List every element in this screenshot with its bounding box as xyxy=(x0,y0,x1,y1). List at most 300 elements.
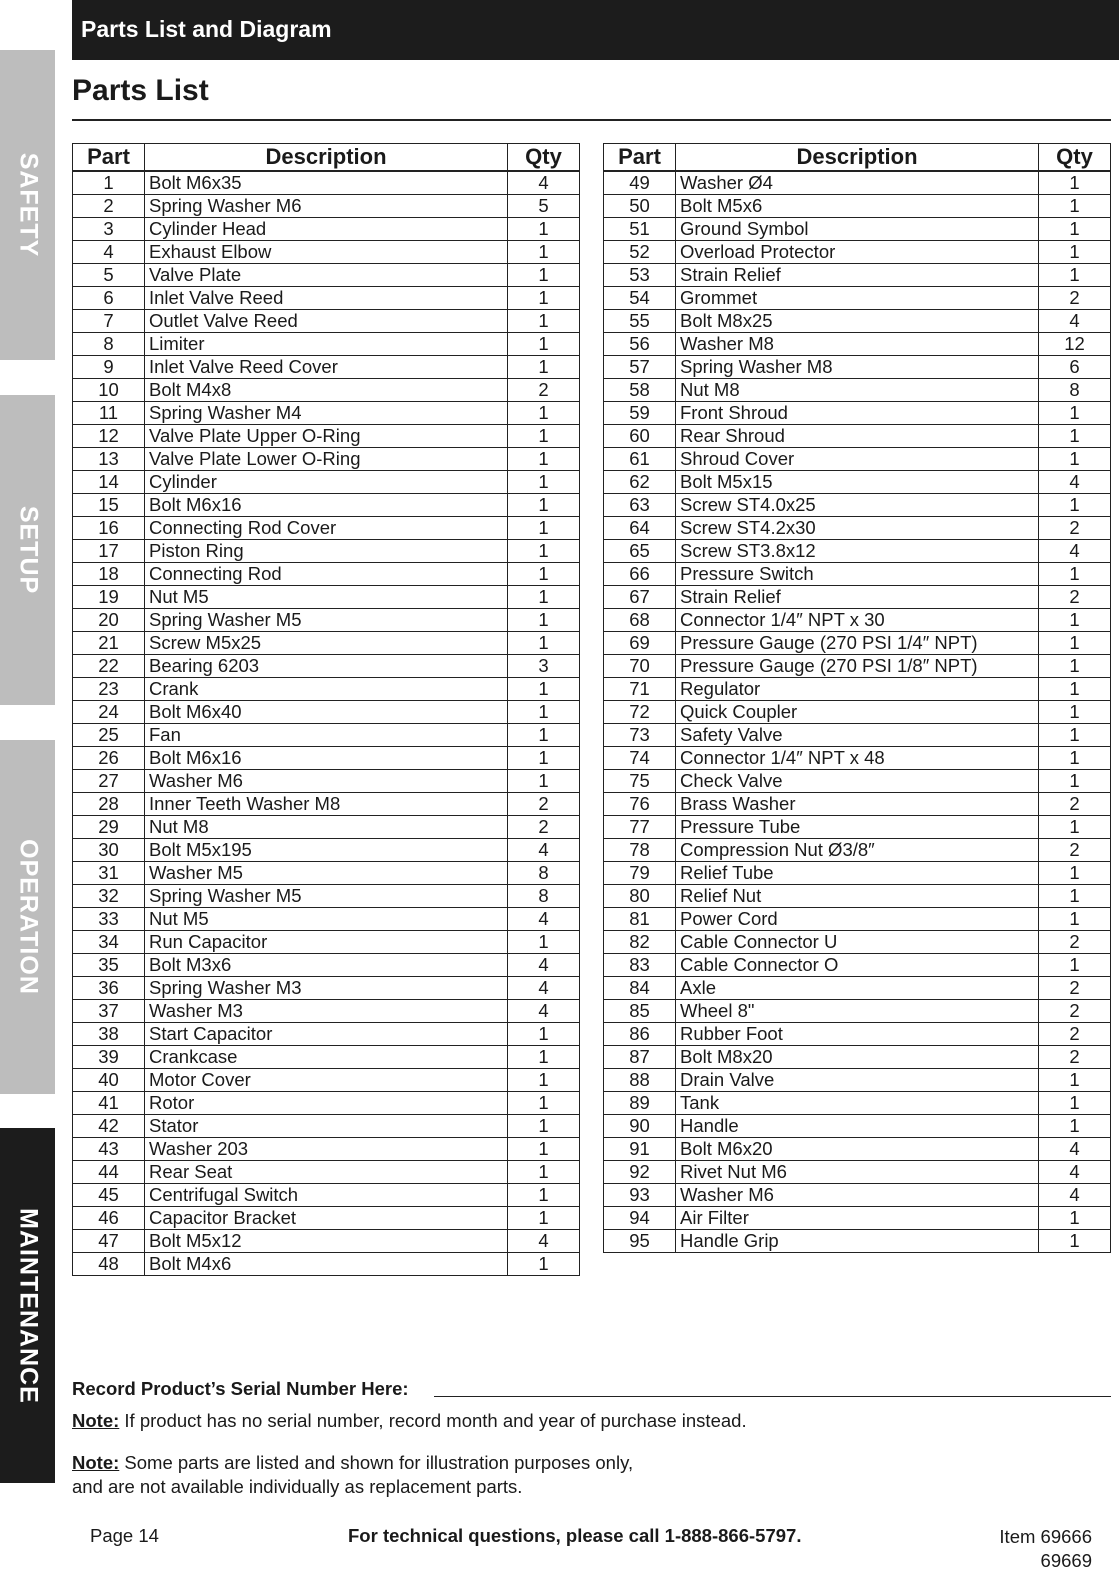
part-description: Ground Symbol xyxy=(676,218,1039,241)
table-row xyxy=(73,1046,580,1069)
part-number: 87 xyxy=(604,1046,676,1069)
table-row xyxy=(73,862,580,885)
part-qty: 1 xyxy=(1039,885,1111,908)
table-row xyxy=(73,1000,580,1023)
table-row xyxy=(604,1161,1111,1184)
table-row xyxy=(604,908,1111,931)
part-description: Pressure Gauge (270 PSI 1/8″ NPT) xyxy=(676,655,1039,678)
part-qty: 1 xyxy=(1039,701,1111,724)
part-description: Tank xyxy=(676,1092,1039,1115)
part-number: 64 xyxy=(604,517,676,540)
part-qty: 1 xyxy=(508,310,580,333)
part-qty: 1 xyxy=(508,333,580,356)
part-number: 16 xyxy=(73,517,145,540)
part-number: 66 xyxy=(604,563,676,586)
part-description: Washer M6 xyxy=(676,1184,1039,1207)
part-number: 23 xyxy=(73,678,145,701)
part-qty: 1 xyxy=(1039,632,1111,655)
part-description: Drain Valve xyxy=(676,1069,1039,1092)
part-number: 7 xyxy=(73,310,145,333)
part-number: 74 xyxy=(604,747,676,770)
table-row xyxy=(604,586,1111,609)
part-qty: 8 xyxy=(1039,379,1111,402)
part-description: Cylinder Head xyxy=(145,218,508,241)
part-description: Inlet Valve Reed Cover xyxy=(145,356,508,379)
part-number: 13 xyxy=(73,448,145,471)
part-description: Bearing 6203 xyxy=(145,655,508,678)
table-row xyxy=(604,724,1111,747)
table-row xyxy=(73,885,580,908)
table-row xyxy=(604,678,1111,701)
table-row xyxy=(604,885,1111,908)
part-description: Washer M3 xyxy=(145,1000,508,1023)
part-description: Connector 1/4″ NPT x 30 xyxy=(676,609,1039,632)
part-qty: 2 xyxy=(1039,287,1111,310)
table-row xyxy=(604,448,1111,471)
item-number-line1: Item 69666 xyxy=(999,1526,1092,1547)
part-qty: 1 xyxy=(1039,402,1111,425)
table-row xyxy=(73,839,580,862)
part-description: Capacitor Bracket xyxy=(145,1207,508,1230)
part-number: 82 xyxy=(604,931,676,954)
part-description: Bolt M4x6 xyxy=(145,1253,508,1276)
table-row xyxy=(604,218,1111,241)
part-description: Washer M8 xyxy=(676,333,1039,356)
table-row xyxy=(73,241,580,264)
part-qty: 2 xyxy=(1039,977,1111,1000)
part-number: 53 xyxy=(604,264,676,287)
part-qty: 1 xyxy=(508,1253,580,1276)
part-number: 11 xyxy=(73,402,145,425)
table-row xyxy=(604,862,1111,885)
table-row xyxy=(73,264,580,287)
part-description: Quick Coupler xyxy=(676,701,1039,724)
part-description: Pressure Gauge (270 PSI 1/4″ NPT) xyxy=(676,632,1039,655)
part-number: 40 xyxy=(73,1069,145,1092)
table-row xyxy=(604,1230,1111,1253)
part-description: Piston Ring xyxy=(145,540,508,563)
part-description: Handle Grip xyxy=(676,1230,1039,1253)
part-qty: 1 xyxy=(1039,1230,1111,1253)
table-row xyxy=(604,356,1111,379)
part-qty: 2 xyxy=(508,816,580,839)
table-row xyxy=(73,586,580,609)
part-qty: 1 xyxy=(508,218,580,241)
part-number: 8 xyxy=(73,333,145,356)
note-label: Note: xyxy=(72,1410,120,1431)
part-description: Connector 1/4″ NPT x 48 xyxy=(676,747,1039,770)
part-description: Fan xyxy=(145,724,508,747)
part-description: Crankcase xyxy=(145,1046,508,1069)
table-row xyxy=(73,1138,580,1161)
part-qty: 1 xyxy=(1039,862,1111,885)
side-tab-operation[interactable] xyxy=(0,740,55,1094)
part-qty: 1 xyxy=(508,517,580,540)
part-qty: 1 xyxy=(508,1046,580,1069)
part-number: 91 xyxy=(604,1138,676,1161)
item-number xyxy=(992,1525,1092,1573)
part-qty: 5 xyxy=(508,195,580,218)
part-qty: 4 xyxy=(1039,540,1111,563)
table-row xyxy=(604,977,1111,1000)
item-number-line2: 69669 xyxy=(1040,1550,1092,1571)
part-number: 67 xyxy=(604,586,676,609)
part-qty: 4 xyxy=(508,839,580,862)
col-header-qty: Qty xyxy=(508,144,580,172)
part-qty: 4 xyxy=(508,171,580,195)
col-header-description: Description xyxy=(676,144,1039,172)
part-qty: 1 xyxy=(1039,1092,1111,1115)
part-description: Motor Cover xyxy=(145,1069,508,1092)
part-qty: 4 xyxy=(1039,1161,1111,1184)
table-row xyxy=(73,908,580,931)
part-number: 38 xyxy=(73,1023,145,1046)
part-number: 26 xyxy=(73,747,145,770)
table-row xyxy=(604,264,1111,287)
table-row xyxy=(73,770,580,793)
serial-number-line[interactable] xyxy=(434,1396,1111,1397)
part-qty: 1 xyxy=(508,724,580,747)
part-qty: 1 xyxy=(1039,609,1111,632)
part-description: Bolt M5x12 xyxy=(145,1230,508,1253)
header-bar xyxy=(72,0,1119,60)
part-qty: 1 xyxy=(1039,724,1111,747)
part-qty: 1 xyxy=(508,1184,580,1207)
part-qty: 1 xyxy=(1039,816,1111,839)
part-number: 42 xyxy=(73,1115,145,1138)
table-row xyxy=(73,471,580,494)
part-qty: 1 xyxy=(508,1207,580,1230)
part-qty: 2 xyxy=(1039,793,1111,816)
part-description: Safety Valve xyxy=(676,724,1039,747)
part-number: 30 xyxy=(73,839,145,862)
part-description: Stator xyxy=(145,1115,508,1138)
table-row xyxy=(73,1115,580,1138)
part-number: 25 xyxy=(73,724,145,747)
part-number: 6 xyxy=(73,287,145,310)
table-row xyxy=(73,655,580,678)
part-description: Overload Protector xyxy=(676,241,1039,264)
part-description: Rear Shroud xyxy=(676,425,1039,448)
part-number: 65 xyxy=(604,540,676,563)
part-number: 34 xyxy=(73,931,145,954)
part-description: Screw M5x25 xyxy=(145,632,508,655)
part-qty: 1 xyxy=(508,1092,580,1115)
part-qty: 12 xyxy=(1039,333,1111,356)
part-qty: 1 xyxy=(508,471,580,494)
part-number: 19 xyxy=(73,586,145,609)
part-number: 3 xyxy=(73,218,145,241)
table-row xyxy=(604,379,1111,402)
part-number: 63 xyxy=(604,494,676,517)
part-description: Cable Connector U xyxy=(676,931,1039,954)
part-qty: 2 xyxy=(1039,931,1111,954)
part-number: 24 xyxy=(73,701,145,724)
table-row xyxy=(604,333,1111,356)
part-description: Connecting Rod xyxy=(145,563,508,586)
part-number: 73 xyxy=(604,724,676,747)
note-text-line1: Some parts are listed and shown for illustration purposes only, xyxy=(119,1452,634,1473)
part-qty: 1 xyxy=(1039,425,1111,448)
note-illustration xyxy=(72,1451,633,1499)
table-row xyxy=(604,770,1111,793)
table-row xyxy=(73,195,580,218)
part-description: Spring Washer M5 xyxy=(145,609,508,632)
part-number: 37 xyxy=(73,1000,145,1023)
part-qty: 8 xyxy=(508,862,580,885)
header-title: Parts List and Diagram xyxy=(81,16,332,42)
part-number: 35 xyxy=(73,954,145,977)
part-description: Shroud Cover xyxy=(676,448,1039,471)
part-qty: 1 xyxy=(1039,908,1111,931)
part-description: Bolt M5x6 xyxy=(676,195,1039,218)
serial-number-label: Record Product’s Serial Number Here: xyxy=(72,1378,409,1399)
part-qty: 1 xyxy=(508,632,580,655)
part-number: 28 xyxy=(73,793,145,816)
table-row xyxy=(604,540,1111,563)
table-row xyxy=(604,793,1111,816)
part-number: 46 xyxy=(73,1207,145,1230)
table-row xyxy=(604,287,1111,310)
col-header-part: Part xyxy=(73,144,145,172)
part-qty: 4 xyxy=(508,908,580,931)
part-qty: 1 xyxy=(1039,1115,1111,1138)
table-row xyxy=(73,425,580,448)
table-row xyxy=(73,701,580,724)
table-row xyxy=(73,977,580,1000)
part-number: 78 xyxy=(604,839,676,862)
part-qty: 1 xyxy=(508,747,580,770)
table-row xyxy=(73,678,580,701)
part-description: Bolt M6x35 xyxy=(145,171,508,195)
part-number: 51 xyxy=(604,218,676,241)
part-description: Start Capacitor xyxy=(145,1023,508,1046)
part-qty: 1 xyxy=(508,356,580,379)
part-number: 36 xyxy=(73,977,145,1000)
part-description: Screw ST3.8x12 xyxy=(676,540,1039,563)
part-qty: 1 xyxy=(1039,678,1111,701)
part-number: 27 xyxy=(73,770,145,793)
part-number: 92 xyxy=(604,1161,676,1184)
part-number: 93 xyxy=(604,1184,676,1207)
table-row xyxy=(604,471,1111,494)
note-text-line2: and are not available individually as replacement parts. xyxy=(72,1476,523,1497)
part-number: 31 xyxy=(73,862,145,885)
part-description: Strain Relief xyxy=(676,586,1039,609)
part-qty: 4 xyxy=(508,954,580,977)
part-number: 75 xyxy=(604,770,676,793)
part-number: 2 xyxy=(73,195,145,218)
table-row xyxy=(604,310,1111,333)
part-qty: 8 xyxy=(508,885,580,908)
part-description: Washer M6 xyxy=(145,770,508,793)
part-description: Spring Washer M6 xyxy=(145,195,508,218)
part-description: Bolt M6x20 xyxy=(676,1138,1039,1161)
part-description: Inlet Valve Reed xyxy=(145,287,508,310)
table-row xyxy=(73,931,580,954)
part-qty: 1 xyxy=(508,1138,580,1161)
page-number: Page 14 xyxy=(90,1525,159,1546)
part-qty: 1 xyxy=(1039,241,1111,264)
part-qty: 1 xyxy=(508,287,580,310)
part-description: Bolt M3x6 xyxy=(145,954,508,977)
part-qty: 1 xyxy=(508,264,580,287)
part-description: Nut M8 xyxy=(676,379,1039,402)
table-row xyxy=(73,171,580,195)
part-qty: 1 xyxy=(508,540,580,563)
part-number: 50 xyxy=(604,195,676,218)
part-number: 39 xyxy=(73,1046,145,1069)
table-row xyxy=(604,747,1111,770)
part-qty: 2 xyxy=(1039,517,1111,540)
part-number: 9 xyxy=(73,356,145,379)
table-row xyxy=(73,1069,580,1092)
part-qty: 1 xyxy=(508,1069,580,1092)
part-qty: 1 xyxy=(508,586,580,609)
table-row xyxy=(604,494,1111,517)
part-number: 10 xyxy=(73,379,145,402)
table-row xyxy=(604,1046,1111,1069)
part-description: Bolt M8x25 xyxy=(676,310,1039,333)
part-number: 86 xyxy=(604,1023,676,1046)
part-number: 71 xyxy=(604,678,676,701)
part-qty: 1 xyxy=(1039,195,1111,218)
part-description: Rivet Nut M6 xyxy=(676,1161,1039,1184)
side-tab-label: OPERATION xyxy=(14,839,42,995)
table-row xyxy=(604,1115,1111,1138)
part-number: 22 xyxy=(73,655,145,678)
table-row xyxy=(73,793,580,816)
note-text: If product has no serial number, record month and year of purchase instead. xyxy=(119,1410,747,1431)
part-description: Valve Plate xyxy=(145,264,508,287)
part-description: Washer Ø4 xyxy=(676,171,1039,195)
part-description: Brass Washer xyxy=(676,793,1039,816)
table-row xyxy=(73,494,580,517)
table-row xyxy=(73,379,580,402)
part-number: 83 xyxy=(604,954,676,977)
part-qty: 4 xyxy=(508,1230,580,1253)
part-description: Regulator xyxy=(676,678,1039,701)
note-label: Note: xyxy=(72,1452,120,1473)
part-description: Rotor xyxy=(145,1092,508,1115)
part-qty: 1 xyxy=(1039,655,1111,678)
part-description: Strain Relief xyxy=(676,264,1039,287)
part-number: 57 xyxy=(604,356,676,379)
section-title: Parts List xyxy=(72,74,209,107)
part-number: 33 xyxy=(73,908,145,931)
part-description: Cylinder xyxy=(145,471,508,494)
part-description: Grommet xyxy=(676,287,1039,310)
table-row xyxy=(604,1092,1111,1115)
part-number: 1 xyxy=(73,171,145,195)
part-description: Nut M5 xyxy=(145,908,508,931)
part-number: 5 xyxy=(73,264,145,287)
side-tab-setup[interactable] xyxy=(0,395,55,705)
tech-support-line: For technical questions, please call 1-888-866-5797. xyxy=(348,1525,802,1546)
table-row xyxy=(73,1253,580,1276)
part-description: Bolt M8x20 xyxy=(676,1046,1039,1069)
part-description: Inner Teeth Washer M8 xyxy=(145,793,508,816)
part-description: Rubber Foot xyxy=(676,1023,1039,1046)
part-number: 80 xyxy=(604,885,676,908)
part-qty: 4 xyxy=(508,977,580,1000)
part-number: 95 xyxy=(604,1230,676,1253)
part-number: 60 xyxy=(604,425,676,448)
table-row xyxy=(73,356,580,379)
part-qty: 4 xyxy=(508,1000,580,1023)
part-number: 76 xyxy=(604,793,676,816)
part-number: 55 xyxy=(604,310,676,333)
table-row xyxy=(73,1092,580,1115)
table-row xyxy=(73,954,580,977)
table-row xyxy=(73,609,580,632)
table-row xyxy=(604,1138,1111,1161)
side-tab-safety[interactable] xyxy=(0,50,55,360)
table-row xyxy=(73,287,580,310)
side-tab-label: SAFETY xyxy=(14,152,42,258)
part-description: Bolt M4x8 xyxy=(145,379,508,402)
part-description: Screw ST4.2x30 xyxy=(676,517,1039,540)
table-row xyxy=(604,195,1111,218)
part-qty: 1 xyxy=(508,241,580,264)
part-description: Spring Washer M3 xyxy=(145,977,508,1000)
side-tab-label: MAINTENANCE xyxy=(14,1207,42,1404)
part-description: Front Shroud xyxy=(676,402,1039,425)
part-number: 49 xyxy=(604,171,676,195)
part-number: 61 xyxy=(604,448,676,471)
table-row xyxy=(73,816,580,839)
table-row xyxy=(73,1207,580,1230)
part-number: 48 xyxy=(73,1253,145,1276)
table-row xyxy=(73,218,580,241)
table-row xyxy=(73,310,580,333)
table-row xyxy=(73,1230,580,1253)
part-qty: 1 xyxy=(1039,770,1111,793)
part-description: Bolt M6x40 xyxy=(145,701,508,724)
part-number: 52 xyxy=(604,241,676,264)
side-tab-maintenance[interactable] xyxy=(0,1128,55,1483)
part-number: 44 xyxy=(73,1161,145,1184)
part-qty: 1 xyxy=(1039,448,1111,471)
table-row xyxy=(604,1023,1111,1046)
part-description: Connecting Rod Cover xyxy=(145,517,508,540)
side-tab-label: SETUP xyxy=(14,505,42,595)
part-description: Crank xyxy=(145,678,508,701)
part-description: Washer 203 xyxy=(145,1138,508,1161)
part-description: Pressure Switch xyxy=(676,563,1039,586)
part-qty: 1 xyxy=(1039,1207,1111,1230)
part-description: Spring Washer M8 xyxy=(676,356,1039,379)
part-qty: 1 xyxy=(508,563,580,586)
col-header-qty: Qty xyxy=(1039,144,1111,172)
part-number: 32 xyxy=(73,885,145,908)
part-number: 88 xyxy=(604,1069,676,1092)
part-number: 15 xyxy=(73,494,145,517)
part-qty: 1 xyxy=(1039,954,1111,977)
part-number: 70 xyxy=(604,655,676,678)
part-qty: 1 xyxy=(508,425,580,448)
table-row xyxy=(604,931,1111,954)
table-row xyxy=(604,402,1111,425)
part-description: Power Cord xyxy=(676,908,1039,931)
part-qty: 1 xyxy=(508,931,580,954)
table-row xyxy=(73,517,580,540)
table-row xyxy=(73,632,580,655)
part-qty: 2 xyxy=(1039,1000,1111,1023)
part-description: Axle xyxy=(676,977,1039,1000)
part-description: Air Filter xyxy=(676,1207,1039,1230)
part-qty: 2 xyxy=(1039,586,1111,609)
